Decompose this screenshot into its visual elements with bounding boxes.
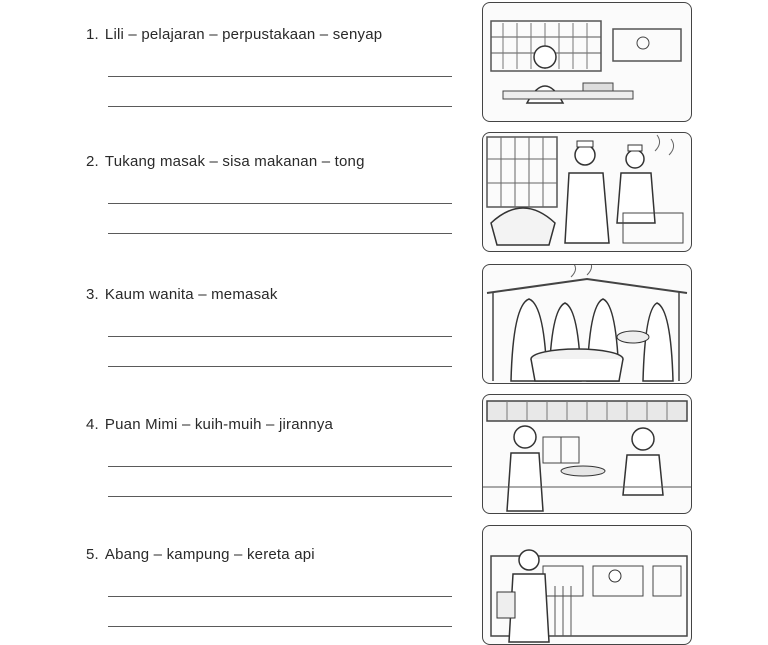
exercise-prompt xyxy=(86,153,365,170)
answer-line-2[interactable] xyxy=(108,496,452,497)
answer-line-2[interactable] xyxy=(108,626,452,627)
exercise-prompt xyxy=(86,26,382,43)
giving-kuih-neighbour-scene-icon xyxy=(482,394,692,514)
exercise-text: Kaum wanita – memasak xyxy=(104,286,278,303)
answer-line-2[interactable] xyxy=(108,233,452,234)
train-station-scene-icon xyxy=(482,525,692,645)
exercise-text: Tukang masak – sisa makanan – tong xyxy=(104,153,365,170)
exercise-prompt xyxy=(86,416,333,433)
answer-line-2[interactable] xyxy=(108,366,452,367)
answer-line-1[interactable] xyxy=(108,76,452,77)
answer-line-1[interactable] xyxy=(108,466,452,467)
exercise-prompt xyxy=(86,286,278,303)
answer-line-2[interactable] xyxy=(108,106,452,107)
exercise-text: Puan Mimi – kuih-muih – jirannya xyxy=(104,416,334,433)
kitchen-cooks-scene-icon xyxy=(482,132,692,252)
answer-line-1[interactable] xyxy=(108,203,452,204)
exercise-number: 5. xyxy=(86,546,99,563)
exercise-text: Lili – pelajaran – perpustakaan – senyap xyxy=(104,26,383,43)
exercise-number: 1. xyxy=(86,26,99,43)
exercise-number: 4. xyxy=(86,416,99,433)
exercise-number: 3. xyxy=(86,286,99,303)
library-scene-icon xyxy=(482,2,692,122)
answer-line-1[interactable] xyxy=(108,596,452,597)
exercise-text: Abang – kampung – kereta api xyxy=(104,546,315,563)
exercise-prompt xyxy=(86,546,315,563)
exercise-number: 2. xyxy=(86,153,99,170)
women-cooking-scene-icon xyxy=(482,264,692,384)
answer-line-1[interactable] xyxy=(108,336,452,337)
